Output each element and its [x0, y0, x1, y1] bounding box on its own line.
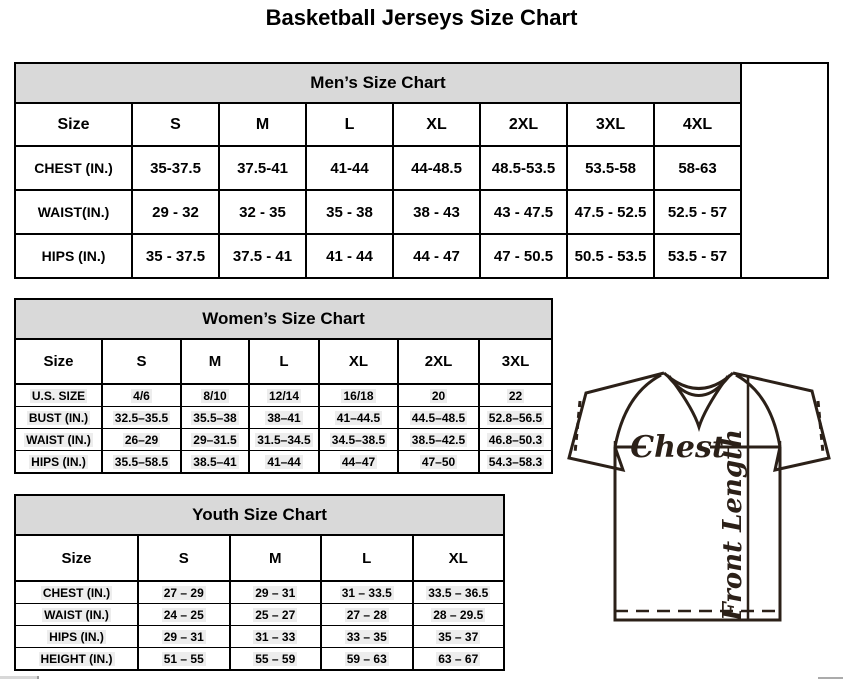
size-cell: 22: [479, 384, 552, 407]
row-label: WAIST (IN.): [15, 604, 138, 626]
row-label: HIPS (IN.): [15, 626, 138, 648]
col-header: M: [230, 535, 322, 581]
row-label: BUST (IN.): [15, 407, 102, 429]
size-cell: 29 – 31: [138, 626, 230, 648]
front-length-label: Front Length: [718, 429, 748, 621]
size-cell: 38–41: [249, 407, 319, 429]
size-cell: 41 - 44: [306, 234, 393, 278]
col-header: S: [102, 339, 181, 384]
table-row: [15, 234, 828, 278]
size-cell: 27 – 28: [321, 604, 413, 626]
table-row: [15, 604, 504, 626]
row-label: WAIST(IN.): [15, 190, 132, 234]
table-row: [15, 495, 504, 535]
table-caption: Youth Size Chart: [15, 495, 504, 535]
size-cell: 33 – 35: [321, 626, 413, 648]
size-cell: 32 - 35: [219, 190, 306, 234]
size-cell: 43 - 47.5: [480, 190, 567, 234]
size-cell: 38.5–42.5: [398, 429, 479, 451]
table-row: [15, 451, 552, 474]
table-row: [15, 63, 828, 103]
size-cell: 31 – 33: [230, 626, 322, 648]
size-cell: 37.5 - 41: [219, 234, 306, 278]
size-cell: 28 – 29.5: [413, 604, 505, 626]
size-cell: 38 - 43: [393, 190, 480, 234]
row-label: CHEST (IN.): [15, 581, 138, 604]
size-cell: 16/18: [319, 384, 398, 407]
size-cell: 35-37.5: [132, 146, 219, 190]
col-header: S: [132, 103, 219, 146]
size-cell: 41-44: [306, 146, 393, 190]
col-header: Size: [15, 339, 102, 384]
table-row: [15, 648, 504, 671]
size-cell: 53.5-58: [567, 146, 654, 190]
row-label: HEIGHT (IN.): [15, 648, 138, 671]
size-cell: 31.5–34.5: [249, 429, 319, 451]
size-cell: 44.5–48.5: [398, 407, 479, 429]
size-cell: 27 – 29: [138, 581, 230, 604]
size-cell: 47–50: [398, 451, 479, 474]
table-row: [15, 190, 828, 234]
mens-size-chart-table: [14, 62, 829, 279]
jersey-measurement-diagram-icon: [557, 362, 842, 630]
size-cell: 44–47: [319, 451, 398, 474]
size-cell: 52.5 - 57: [654, 190, 741, 234]
size-cell: 41–44.5: [319, 407, 398, 429]
size-cell: 59 – 63: [321, 648, 413, 671]
size-cell: 35 - 37.5: [132, 234, 219, 278]
size-cell: 55 – 59: [230, 648, 322, 671]
page-title: Basketball Jerseys Size Chart: [265, 5, 578, 30]
col-header: L: [321, 535, 413, 581]
table-row: [15, 535, 504, 581]
row-label: HIPS (IN.): [15, 451, 102, 474]
size-cell: 32.5–35.5: [102, 407, 181, 429]
youth-size-chart-table: [14, 494, 505, 671]
size-cell: 12/14: [249, 384, 319, 407]
col-header: 3XL: [479, 339, 552, 384]
size-cell: 44-48.5: [393, 146, 480, 190]
size-cell: 35 - 38: [306, 190, 393, 234]
col-header: XL: [413, 535, 505, 581]
table-row: [15, 407, 552, 429]
table-row: [15, 146, 828, 190]
table-row: [15, 384, 552, 407]
size-cell: 29 – 31: [230, 581, 322, 604]
size-cell: 53.5 - 57: [654, 234, 741, 278]
col-header: 4XL: [654, 103, 741, 146]
size-cell: 26–29: [102, 429, 181, 451]
size-cell: 33.5 – 36.5: [413, 581, 505, 604]
col-header: Size: [15, 535, 138, 581]
row-label: CHEST (IN.): [15, 146, 132, 190]
size-cell: 54.3–58.3: [479, 451, 552, 474]
size-cell: 51 – 55: [138, 648, 230, 671]
size-cell: 25 – 27: [230, 604, 322, 626]
chest-label: Chest: [630, 430, 726, 465]
table-caption: Men’s Size Chart: [15, 63, 741, 103]
col-header: 3XL: [567, 103, 654, 146]
col-header: S: [138, 535, 230, 581]
col-header: 2XL: [480, 103, 567, 146]
size-cell: 37.5-41: [219, 146, 306, 190]
col-header: Size: [15, 103, 132, 146]
size-cell: 4/6: [102, 384, 181, 407]
size-cell: 38.5–41: [181, 451, 249, 474]
size-cell: 48.5-53.5: [480, 146, 567, 190]
table-row: [15, 103, 828, 146]
table-row: [15, 299, 552, 339]
table-row: [15, 339, 552, 384]
table-row: [15, 429, 552, 451]
size-cell: 41–44: [249, 451, 319, 474]
size-cell: 63 – 67: [413, 648, 505, 671]
size-cell: 35.5–38: [181, 407, 249, 429]
table-caption: Women’s Size Chart: [15, 299, 552, 339]
jersey-body: [615, 447, 780, 620]
size-cell: 50.5 - 53.5: [567, 234, 654, 278]
size-cell: 52.8–56.5: [479, 407, 552, 429]
size-cell: 20: [398, 384, 479, 407]
col-header: M: [181, 339, 249, 384]
size-cell: 47.5 - 52.5: [567, 190, 654, 234]
table-row: [15, 626, 504, 648]
col-header: 2XL: [398, 339, 479, 384]
col-header: XL: [393, 103, 480, 146]
col-header: XL: [319, 339, 398, 384]
size-cell: 58-63: [654, 146, 741, 190]
row-label: U.S. SIZE: [15, 384, 102, 407]
table-row: [15, 581, 504, 604]
size-cell: 35.5–58.5: [102, 451, 181, 474]
col-header: L: [249, 339, 319, 384]
size-cell: 29–31.5: [181, 429, 249, 451]
size-cell: 47 - 50.5: [480, 234, 567, 278]
col-header: L: [306, 103, 393, 146]
row-label: WAIST (IN.): [15, 429, 102, 451]
size-cell: 8/10: [181, 384, 249, 407]
size-cell: 24 – 25: [138, 604, 230, 626]
size-cell: 44 - 47: [393, 234, 480, 278]
womens-size-chart-table: [14, 298, 553, 474]
size-cell: 34.5–38.5: [319, 429, 398, 451]
col-header: M: [219, 103, 306, 146]
row-label: HIPS (IN.): [15, 234, 132, 278]
size-cell: 29 - 32: [132, 190, 219, 234]
size-cell: 46.8–50.3: [479, 429, 552, 451]
size-cell: 35 – 37: [413, 626, 505, 648]
size-cell: 31 – 33.5: [321, 581, 413, 604]
